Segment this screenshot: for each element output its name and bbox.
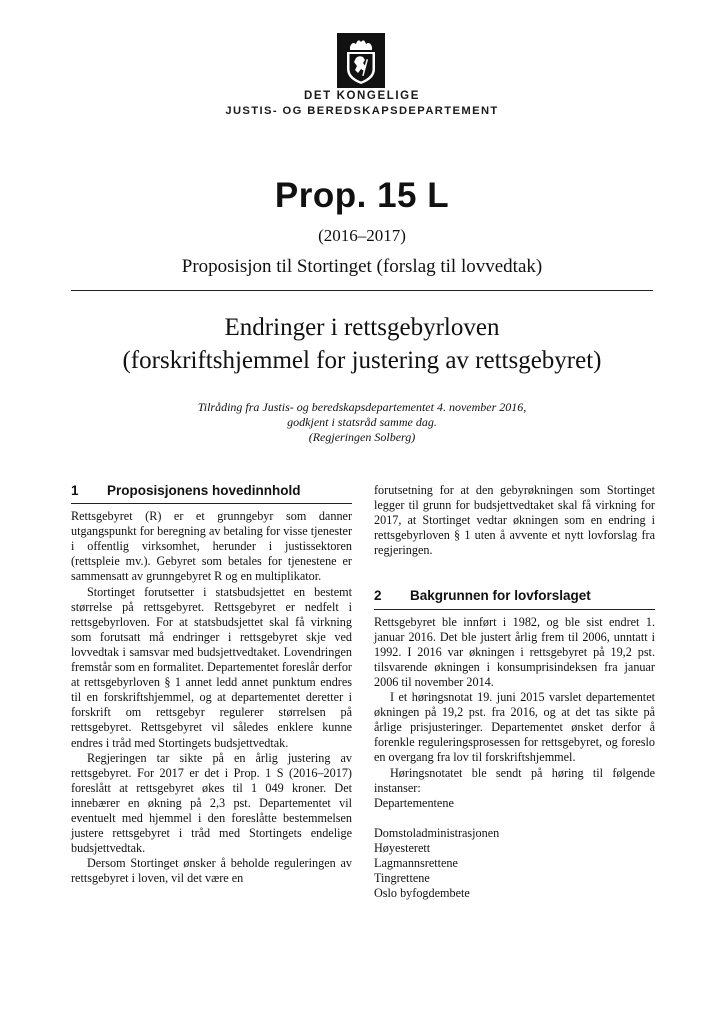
prop-title: Prop. 15 L [274,176,450,215]
recipient-item: Departementene [374,795,454,810]
recipient-item: Domstoladministrasjonen [374,825,500,840]
section-1-paragraph-3: Regjeringen tar sikte på en årlig justering av rettsgebyret. For 2017 er det i Prop. 1 S (2016–2017) foreslått at rettsgebyret økes til 1 049 kroner. Det innebærer en økning på 2,3 pst. Departementet vil eventuelt med hjemmel i den foreslåtte bestemmelsen justere rettsgebyret i tråd med Stortingets endelige budsjettvedtak. [71,750,352,856]
ministry-line-2: JUSTIS- OG BEREDSKAPSDEPARTEMENT [225,105,499,117]
section-1-paragraph-1: Rettsgebyret (R) er et grunngebyr som danner utgangspunkt for beregning av betaling for visse tjenester i offentlig virksomhet, herunder i justissektoren (rettspleie mv.). Gebyret som betales for tjenestene er sammensatt av grunngebyret R og en multiplikator. [71,509,352,584]
approval-line-3: (Regjeringen Solberg) [308,430,416,444]
main-title-line-1: Endringer i rettsgebyrloven [224,314,500,341]
recipient-item: Høyesterett [374,840,431,855]
section-1-paragraph-4-continued: forutsetning for at den gebyrøkningen som Stortinget legger til grunn for budsjettvedtaket skal få virkning for 2017, at Stortinget vedtar økningen som en endring i rettsgebyrloven § 1 uten å avvente et nytt lovforslag fra regjeringen. [374,483,655,558]
approval-statement [0,400,724,445]
section-1-number: 1 [71,483,79,498]
norwegian-coat-of-arms-icon [337,33,385,88]
recipient-item: Tingrettene [374,871,430,886]
main-title-line-2: (forskriftshjemmel for justering av rettsgebyret) [122,347,602,374]
recipient-list-b [374,826,655,901]
section-2-paragraph-3: Høringsnotatet ble sendt på høring til følgende instanser: [374,765,655,795]
section-2-paragraph-1: Rettsgebyret ble innført i 1982, og ble sist endret 1. januar 2016. Det ble justert årlig frem til 2006, unntatt i 1992. I 2016 var økningen i rettsgebyret på 19,2 pst. tilsvarende økningen i konsumprisindeksen fra januar 2006 til november 2014. [374,614,655,689]
recipient-list-a [374,796,655,811]
proposition-subtitle: Proposisjon til Stortinget (forslag til lovvedtak) [181,256,543,277]
section-2-heading [374,588,655,609]
section-1-heading [71,483,352,504]
recipient-item: Lagmannsrettene [374,856,458,871]
section-2-number: 2 [374,588,382,604]
left-column [71,483,352,886]
section-1-paragraph-2: Stortinget forutsetter i statsbudsjettet en bestemt størrelse på rettsgebyret. Rettsgebyret er nedfelt i rettsgebyrloven. For at statsbudsjettet skal få virkning som forutsatt må endringer i rettsgebyret skje ved lovvedtak i samsvar med budsjettvedtaket. Lovendringen fremstår som en formalitet. Departementet foreslår derfor at rettsgebyrloven § 1 annet ledd annet punktum endres til en forskriftshjemmel, og at departementet deretter i forskrift om rettsgebyr regulerer størrelsen på rettsgebyret. Rettsgebyret vil således enklere kunne endres i tråd med Stortingets budsjettvedtak. [71,584,352,750]
approval-line-2: godkjent i statsråd samme dag. [287,415,437,429]
section-1-title: Proposisjonens hovedinnhold [107,483,301,498]
section-1-paragraph-4: Dersom Stortinget ønsker å beholde reguleringen av rettsgebyret i loven, vil det være en [71,856,352,886]
session-years: (2016–2017) [318,226,406,245]
section-2-paragraph-2: I et høringsnotat 19. juni 2015 varslet departementet økningen på 19,2 pst. fra 2016, og at det tas sikte på årlige prisjusteringer. Departementet ønsket derfor å forenkle reguleringsprosessen for rettsgebyret, og foreslo en overgang fra lov til forskriftshjemmel. [374,690,655,765]
approval-line-1: Tilråding fra Justis- og beredskapsdepartementet 4. november 2016, [197,400,527,414]
recipient-item: Oslo byfogdembete [374,886,470,901]
right-column [374,483,655,901]
ministry-line-1: DET KONGELIGE [303,90,420,102]
main-title [0,311,724,377]
title-divider [71,290,653,291]
section-2-title: Bakgrunnen for lovforslaget [410,588,591,604]
